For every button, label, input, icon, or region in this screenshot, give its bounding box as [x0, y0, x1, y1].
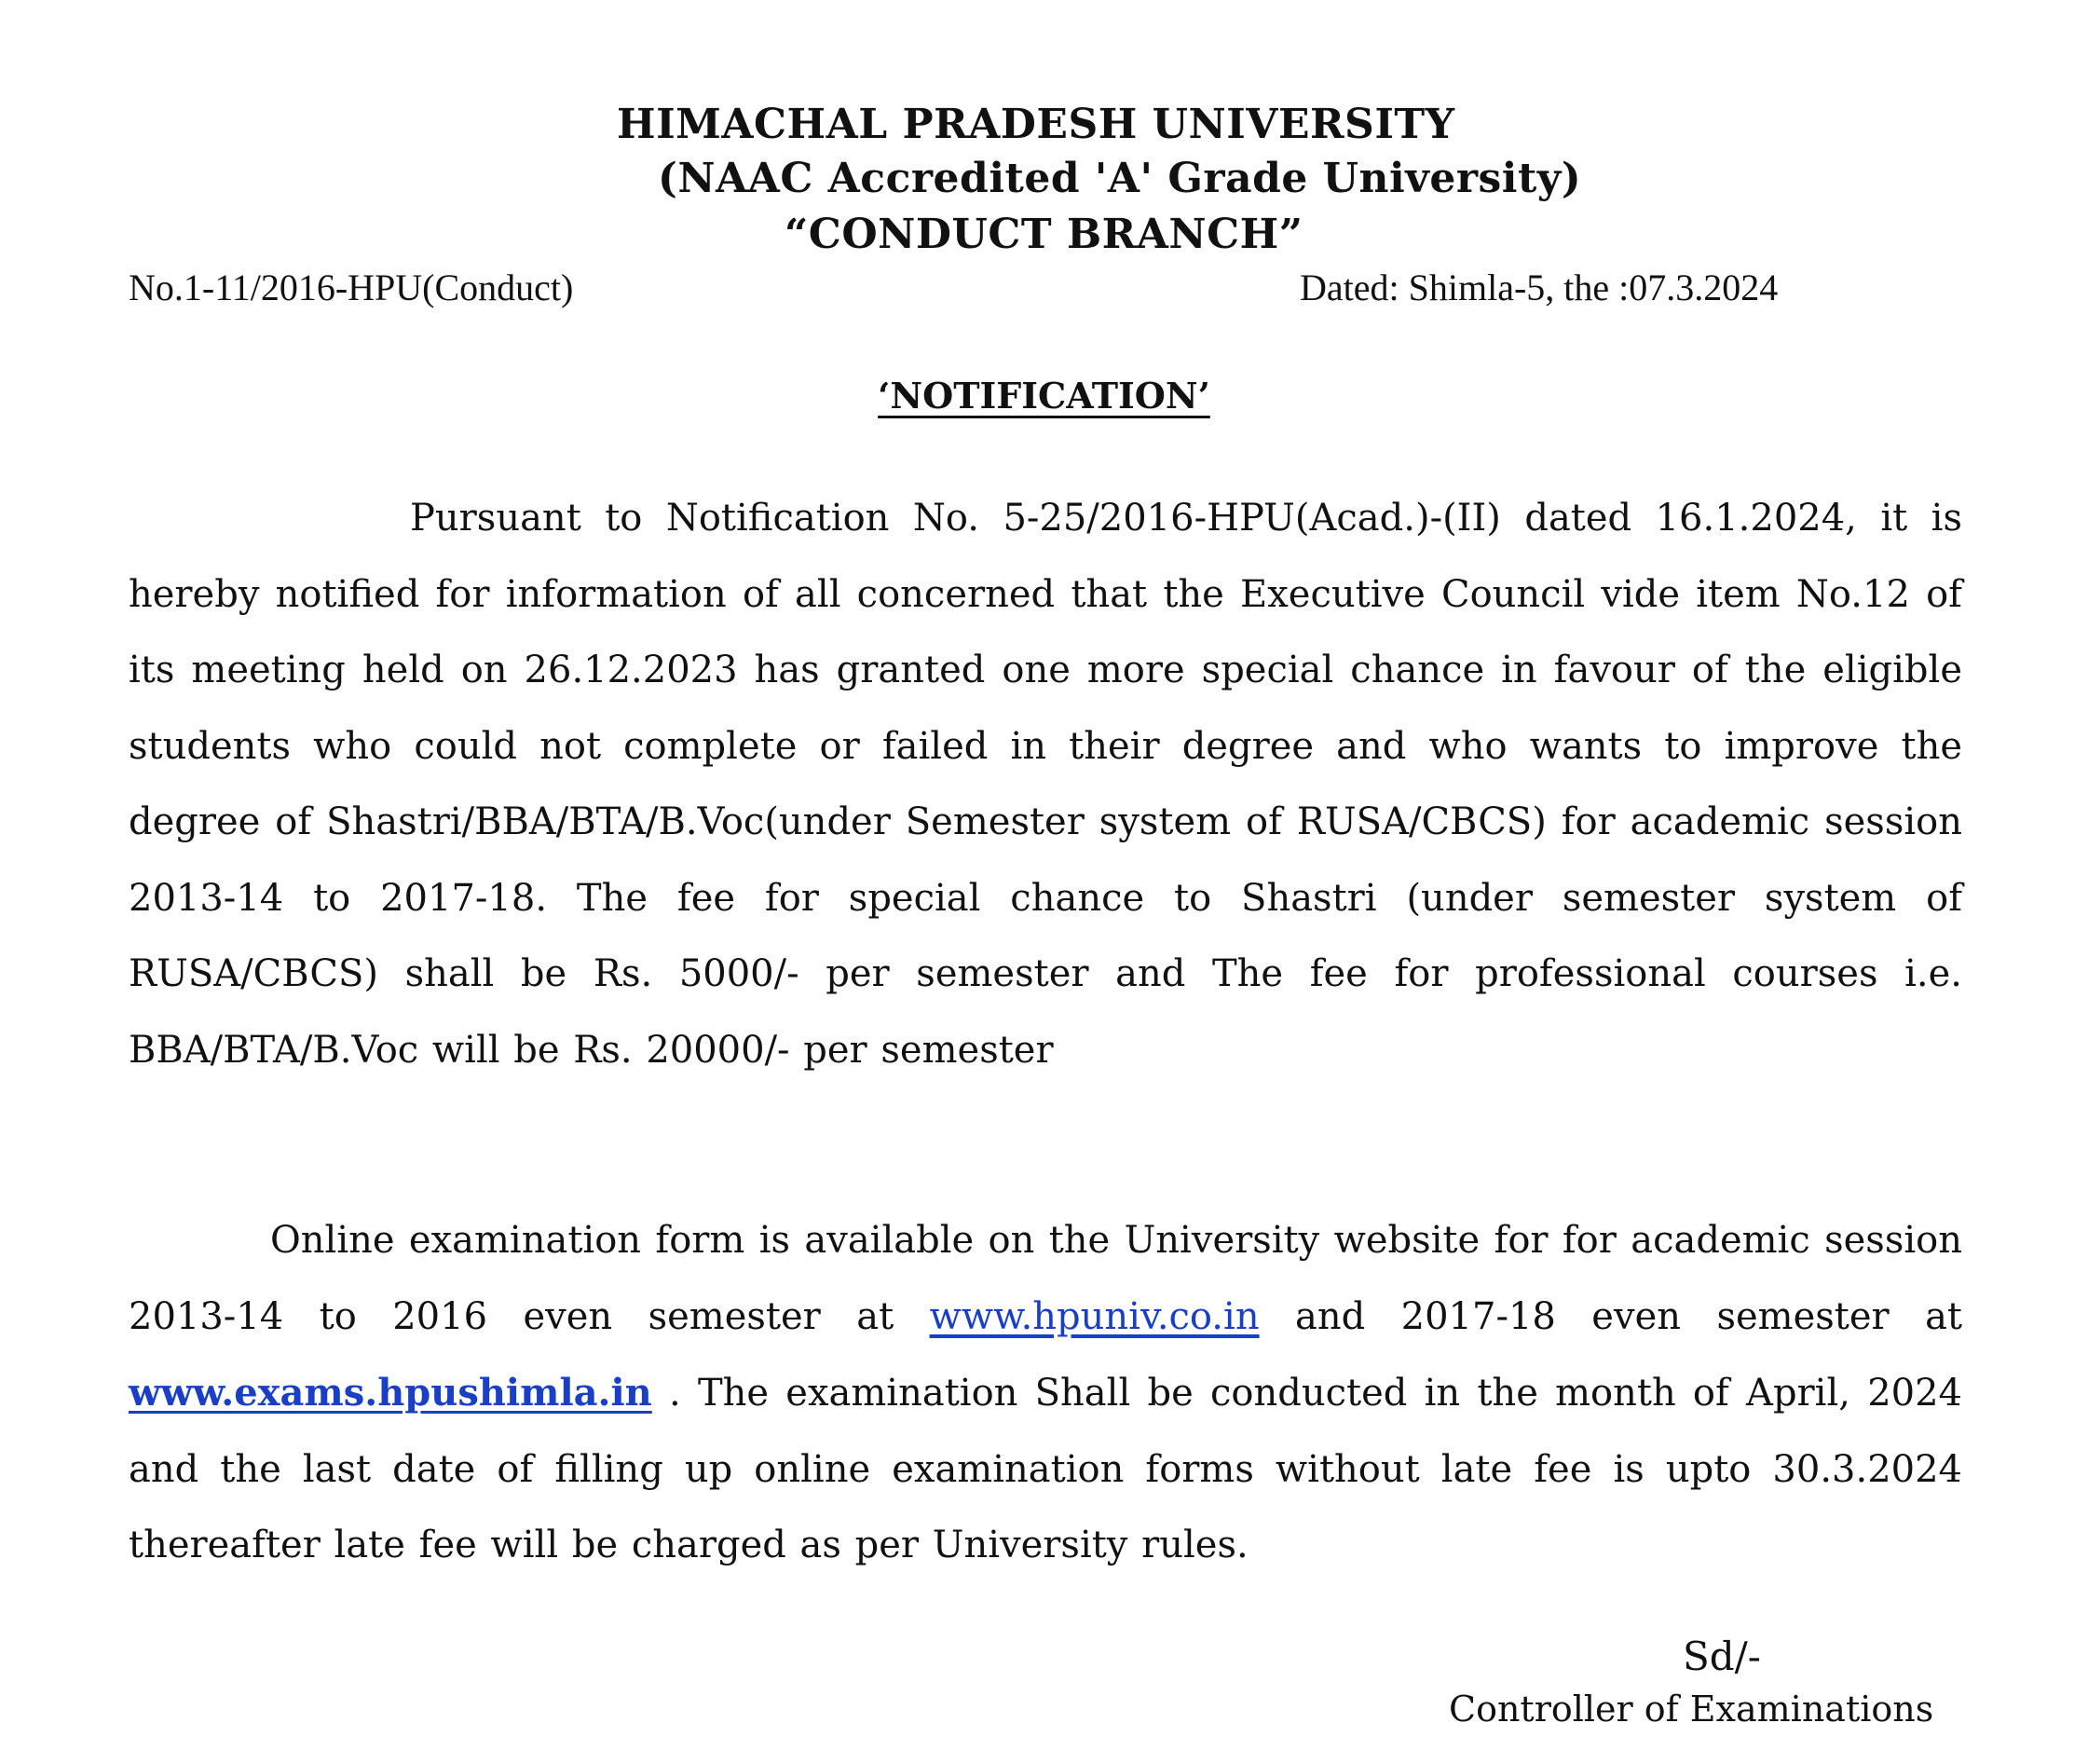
- paragraph-online-form-text-3: . The examination Shall be conducted in the month of April, 2024 and the last date of filling up online examination forms without late fee is upto 30.3.2024 thereafter late fee will be charged as per University rules.: [129, 1372, 1962, 1566]
- exams-website-link[interactable]: www.exams.hpushimla.in: [129, 1371, 652, 1415]
- reference-number: No.1-11/2016-HPU(Conduct): [129, 267, 574, 308]
- paragraph-online-form: [129, 1203, 1962, 1584]
- paragraph-online-form-text-2: and 2017-18 even semester at: [1259, 1294, 1962, 1338]
- hpuniv-website-link[interactable]: www.hpuniv.co.in: [929, 1294, 1260, 1338]
- signature-mark: Sd/-: [1683, 1634, 1761, 1679]
- paragraph-special-chance: [129, 481, 1962, 1088]
- accreditation-line: (NAAC Accredited 'A' Grade University): [658, 155, 1582, 202]
- paragraph-online-form-text-1: Online examination form is available on the University website for for academic session 2013-14 to 2016 even semester at: [129, 1219, 1962, 1338]
- paragraph-special-chance-text: Pursuant to Notification No. 5-25/2016-HPU(Acad.)-(II) dated 16.1.2024, it is hereby notified for information of all concerned that the Executive Council vide item No.12 of its meeting held on 26.12.2023 has granted one more special chance in favour of the eligible students who could not complete or failed in their degree and who wants to improve the degree of Shastri/BBA/BTA/B.Voc(under Semester system of RUSA/CBCS) for academic session 2013-14 to 2017-18. The fee for special chance to Shastri (under semester system of RUSA/CBCS) shall be Rs. 5000/- per semester and The fee for professional courses i.e. BBA/BTA/B.Voc will be Rs. 20000/- per semester: [129, 497, 1962, 1072]
- university-name: HIMACHAL PRADESH UNIVERSITY: [617, 101, 1455, 148]
- notification-title: [0, 373, 2088, 419]
- issue-date: Dated: Shimla-5, the :07.3.2024: [1300, 267, 1779, 308]
- notification-title-text: ‘NOTIFICATION’: [878, 375, 1210, 417]
- signatory-designation: Controller of Examinations: [1449, 1689, 1934, 1730]
- branch-name: “CONDUCT BRANCH”: [785, 211, 1303, 258]
